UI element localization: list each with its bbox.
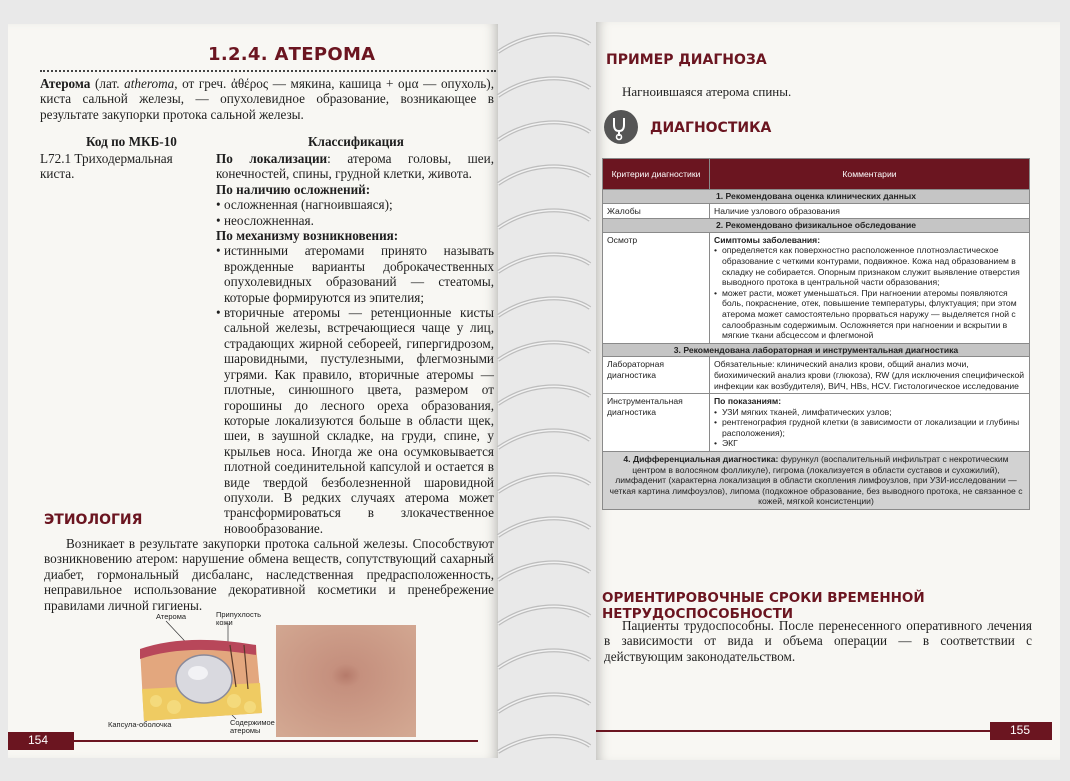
intro-lat-prefix: (лат. xyxy=(90,76,125,91)
comment-cell: Обязательные: клинический анализ крови, общий анализ мочи, биохимический анализ крови (глюкоза), RW (для исключения специфической инфекции как возбудителя), ВИЧ, HBs, HCV. Гистологическое исследование xyxy=(710,357,1030,394)
differential-label: 4. Дифференциальная диагностика: xyxy=(623,454,779,465)
list-item: • определяется как поверхностно расположенное плотноэластическое образование с четкими контурами, подвижное. Кожа над образованием в складку не собирается. Опорным признаком служит выявление отверстия выводного протока в центральной части образования; xyxy=(714,245,1025,287)
left-page xyxy=(8,24,498,758)
footer-rule xyxy=(596,730,990,732)
table-row xyxy=(603,219,1030,233)
table-row xyxy=(603,357,1030,394)
section-lab: 3. Рекомендована лабораторная и инструментальная диагностика xyxy=(603,343,1030,357)
table-row xyxy=(603,394,1030,452)
section-physical: 2. Рекомендовано физикальное обследование xyxy=(603,219,1030,233)
comment-cell xyxy=(710,232,1030,343)
etiology-title: ЭТИОЛОГИЯ xyxy=(44,512,143,528)
icd-heading: Код по МКБ-10 xyxy=(86,134,177,149)
label-swelling: Припухлость кожи xyxy=(216,610,262,627)
atheroma-figure xyxy=(108,609,416,739)
criterion-cell: Жалобы xyxy=(603,203,710,219)
list-item: • УЗИ мягких тканей, лимфатических узлов; xyxy=(714,407,1025,418)
diagnostics-table xyxy=(602,158,1030,510)
list-item: • ЭКГ xyxy=(714,438,1025,449)
by-complications-label: По наличию осложнений: xyxy=(216,181,371,197)
label-contents: Содержимое атеромы xyxy=(230,718,275,735)
intro-lat-word: atheroma xyxy=(124,76,175,91)
spiral-binding xyxy=(490,22,600,762)
list-item: • осложненная (нагноившаяся); xyxy=(216,197,494,212)
table-row xyxy=(603,190,1030,204)
list-item: • может расти, может уменьшаться. При нагноении атеромы появляются боль, покраснение, отек, повышение температуры, флуктуация; при этом атерома может самостоятельно прорваться наружу — выделяется гной с салообразным содержимым. Осложняется при нагноении и вскрытии в мягкие ткани абсцессом и флегмоной xyxy=(714,288,1025,341)
diagnostics-title: ДИАГНОСТИКА xyxy=(650,120,772,136)
label-atheroma: Атерома xyxy=(156,612,187,621)
criterion-cell: Инструментальная диагностика xyxy=(603,394,710,452)
symptoms-label: Симптомы заболевания: xyxy=(714,234,821,245)
symptoms-list xyxy=(714,245,1025,340)
header-criteria: Критерии диагностики xyxy=(603,159,710,190)
disability-text: Пациенты трудоспособны. После перенесенного оперативного лечения в зависимости от вида и объема операции — в соответствии с действующим законодательством. xyxy=(604,618,1032,664)
by-location-label: По локализации xyxy=(216,151,328,166)
page-number: 154 xyxy=(28,733,49,747)
left-footer xyxy=(8,732,478,750)
criterion-cell: Лабораторная диагностика xyxy=(603,357,710,394)
diagnosis-example-text: Нагноившаяся атерома спины. xyxy=(622,84,792,99)
comment-cell xyxy=(710,394,1030,452)
table-row xyxy=(603,452,1030,510)
table-row xyxy=(603,343,1030,357)
list-item: • неосложненная. xyxy=(216,213,494,228)
list-item: • рентгенография грудной клетки (в зависимости от локализации и глубины расположения); xyxy=(714,417,1025,438)
criterion-cell: Осмотр xyxy=(603,232,710,343)
header-comments: Комментарии xyxy=(710,159,1030,190)
by-location-text: : атерома головы, шеи, конечностей, спины, грудной клетки, живота. xyxy=(216,151,494,182)
differential-cell xyxy=(603,452,1030,510)
page-number-bar xyxy=(8,732,74,750)
right-footer xyxy=(596,722,1052,740)
disability-title: ОРИЕНТИРОВОЧНЫЕ СРОКИ ВРЕМЕННОЙ НЕТРУДОСПОСОБНОСТИ xyxy=(602,590,925,622)
comment-cell: Наличие узлового образования xyxy=(710,203,1030,219)
by-mechanism-label: По механизму возникновения: xyxy=(216,228,399,244)
differential-text: фурункул (воспалительный инфильтрат с некротическим центром в волосяном фолликуле), гигрома (локализуется в области суставов и сухожилий), лимфаденит (характерна локализация в области скопления лимфоузлов, при УЗИ-исследовании — четкая картина лимфоузлов), липома (подкожное образование, без выводного протока, не связанное с кожей, мягкой консистенции) xyxy=(609,454,1023,507)
intro-paragraph xyxy=(40,76,494,122)
diagnosis-example-title: ПРИМЕР ДИАГНОЗА xyxy=(606,52,767,68)
footer-rule xyxy=(74,740,478,742)
page-number-bar xyxy=(990,722,1052,740)
table-row xyxy=(603,203,1030,219)
table-header-row xyxy=(603,159,1030,190)
table-row xyxy=(603,232,1030,343)
intro-rest: , от греч. ἀθέρος — мякина, кашица + ομα — опухоль), киста сальной железы, — опухолевидное образование, возникающее в результате закупорки протока сальной железы. xyxy=(40,76,494,122)
right-page xyxy=(596,22,1060,760)
chapter-title: 1.2.4. АТЕРОМА xyxy=(208,44,376,65)
title-divider xyxy=(40,70,496,72)
list-item: • истинными атеромами принято называть врожденные варианты доброкачественных опухолевидных образований — стеатомы, которые формируются из эпителия; xyxy=(216,243,494,305)
mechanism-list xyxy=(216,243,494,536)
indications-label: По показаниям: xyxy=(714,396,782,407)
section-clinical: 1. Рекомендована оценка клинических данных xyxy=(603,190,1030,204)
etiology-text: Возникает в результате закупорки протока сальной железы. Способствуют возникновению атером: нарушение обмена веществ, сопутствующий сахарный диабет, гормональный дисбаланс, наследственная предрасположенность, неправильное использование декоративной косметики и пренебрежение правилами личной гигиены. xyxy=(44,536,494,613)
classification-block xyxy=(216,151,494,536)
icd-code: L72.1 Триходермальная киста. xyxy=(40,151,173,182)
indications-list xyxy=(714,407,1025,449)
complications-list xyxy=(216,197,494,228)
intro-term: Атерома xyxy=(40,76,91,91)
classification-heading: Классификация xyxy=(308,134,404,149)
list-item: • вторичные атеромы — ретенционные кисты сальной железы, встречающиеся чаще у лиц, страдающих жирной себореей, гипергидрозом, шаровидными, пустулезными, флегмозными угрями. Как правило, вторичные атеромы — плотные, синюшного цвета, размером от горошины до лесного ореха образования, которые локализуются больше в области щек, шеи, в заушной складке, на груди, спине, у крыльев носа. Иногда же она осумковывается плотной соединительной капсулой и остается в виде твердой безболезненной шаровидной опухоли. В редких случаях атерома может трансформироваться в злокачественное новообразование. xyxy=(216,305,494,536)
page-number: 155 xyxy=(1010,723,1031,737)
label-capsule: Капсула-оболочка xyxy=(108,720,172,729)
stethoscope-icon xyxy=(604,110,638,144)
